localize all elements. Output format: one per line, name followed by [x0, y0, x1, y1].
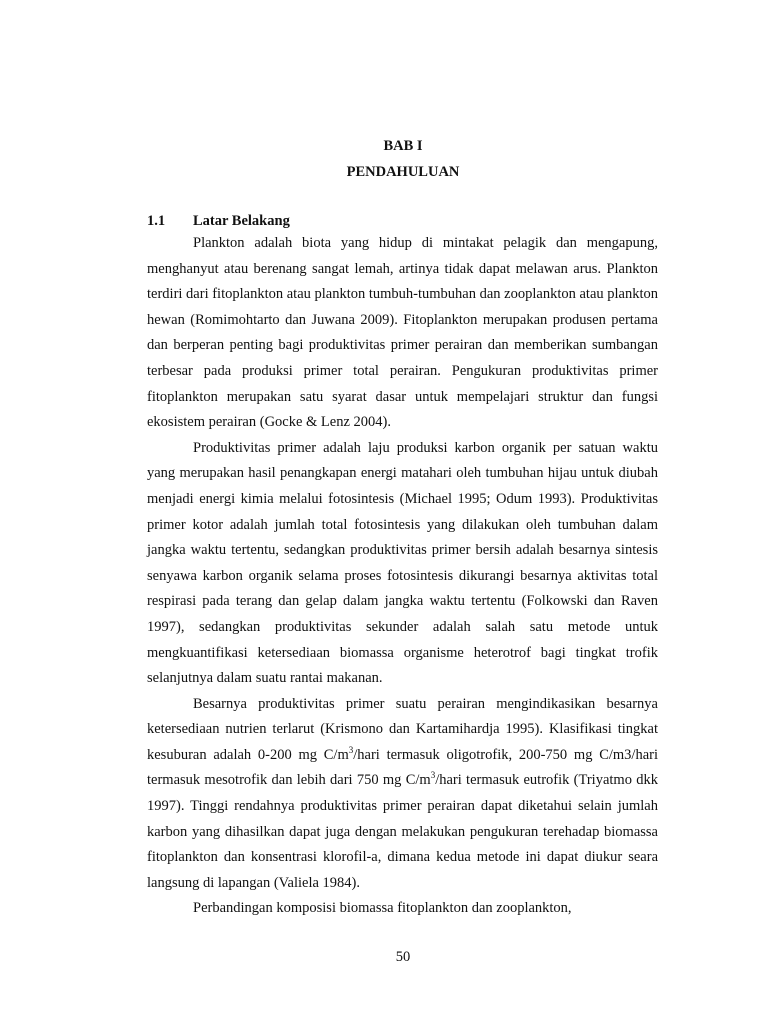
- chapter-number: BAB I: [383, 138, 423, 154]
- section-number: 1.1: [147, 213, 166, 229]
- superscript-3: 3: [348, 744, 354, 755]
- chapter-title: PENDAHULUAN: [346, 164, 460, 180]
- paragraph-3-part-c: /hari termasuk eutrofik (Triyatmo dkk 1997). Tinggi rendahnya produktivitas primer perairan dapat diketahui selain jumlah karbon yang dihasilkan dapat juga dengan melakukan pengukuran terehadap biomassa fitoplankton dan konsentrasi klorofil-a, dimana kedua metode ini dapat diukur seara langsung di lapangan (Valiela 1984).: [147, 772, 658, 891]
- paragraph-1: Plankton adalah biota yang hidup di mintakat pelagik dan mengapung, menghanyut atau berenang sangat lemah, artinya tidak dapat melawan arus. Plankton terdiri dari fitoplankton atau plankton tumbuh-tumbuhan dan zooplankton atau plankton hewan (Romimohtarto dan Juwana 2009). Fitoplankton merupakan produsen pertama dan berperan penting bagi produktivitas primer perairan dan memberikan sumbangan terbesar pada produksi primer total perairan. Pengukuran produktivitas primer fitoplankton merupakan satu syarat dasar untuk mempelajari struktur dan fungsi ekosistem perairan (Gocke & Lenz 2004).: [147, 235, 659, 431]
- paragraph-4: Perbandingan komposisi biomassa fitoplankton dan zooplankton,: [193, 900, 572, 917]
- superscript-3: 3: [430, 770, 436, 781]
- paragraph-3-part-a: Besarnya produktivitas primer suatu perairan mengindikasikan besarnya ketersediaan nutrien terlarut (Krismono dan Kartamihardja 1995). Klasifikasi tingkat kesuburan adalah 0-200 mg C/m: [147, 695, 658, 763]
- paragraph-3-part-b: /hari termasuk oligotrofik, 200-750 mg C/m3/hari termasuk mesotrofik dan lebih dari 750 mg C/m: [147, 746, 658, 789]
- body-text: [147, 231, 658, 922]
- page-number: 50: [395, 949, 411, 965]
- paragraph-3: [147, 692, 658, 897]
- section-heading: [147, 213, 290, 230]
- paragraph-2: Produktivitas primer adalah laju produksi karbon organik per satuan waktu yang merupakan hasil penangkapan energi matahari oleh tumbuhan hijau untuk diubah menjadi energi kimia melalui fotosintesis (Michael 1995; Odum 1993). Produktivitas primer kotor adalah jumlah total fotosintesis yang dilakukan oleh tumbuhan dalam jangka waktu tertentu, sedangkan produktivitas primer bersih adalah besarnya sintesis senyawa karbon organik selama proses fotosintesis dikurangi besarnya aktivitas total respirasi pada terang dan gelap dalam jangka waktu tertentu (Folkowski dan Raven 1997), sedangkan produktivitas sekunder adalah salah satu metode untuk mengkuantifikasi ketersediaan biomassa organisme heterotrof bagi tingkat trofik selanjutnya dalam suatu rantai makanan.: [147, 439, 658, 687]
- section-title: Latar Belakang: [193, 213, 290, 229]
